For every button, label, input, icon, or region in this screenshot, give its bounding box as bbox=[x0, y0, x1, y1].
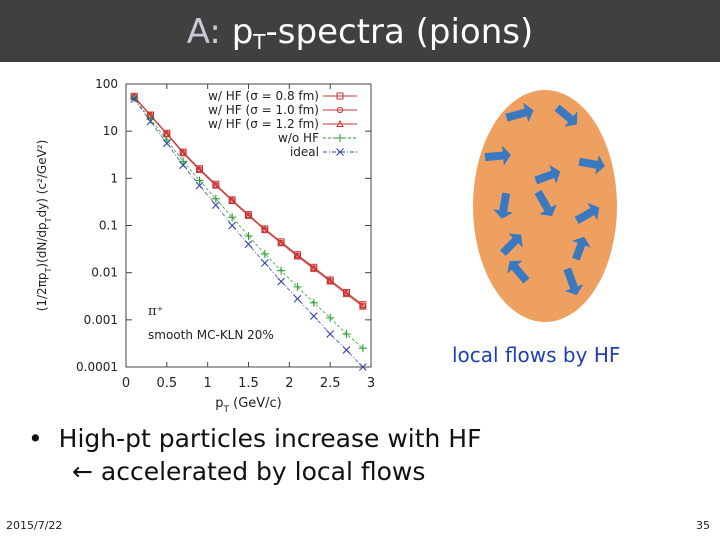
footer-date: 2015/7/22 bbox=[6, 519, 63, 532]
legend-entry-label: w/ HF (σ = 1.2 fm) bbox=[208, 117, 319, 131]
left-arrow-icon: ← bbox=[72, 457, 93, 486]
data-point-cross bbox=[327, 331, 334, 338]
bullet-item-2 bbox=[72, 457, 481, 486]
x-tick-label: 2 bbox=[285, 376, 294, 391]
y-tick-label: 0.01 bbox=[91, 265, 118, 280]
data-point-cross bbox=[212, 202, 219, 209]
y-tick-label: 0.1 bbox=[98, 218, 118, 233]
y-tick-label: 100 bbox=[95, 77, 118, 91]
legend-entry-label: w/ HF (σ = 1.0 fm) bbox=[208, 103, 319, 117]
data-point-cross bbox=[294, 295, 301, 302]
data-point-cross bbox=[278, 278, 285, 285]
y-tick-label: 10 bbox=[102, 124, 118, 139]
flow-label: local flows by HF bbox=[452, 343, 621, 367]
x-tick-label: 2.5 bbox=[319, 376, 341, 391]
legend-marker bbox=[336, 134, 344, 142]
data-point-cross bbox=[310, 313, 317, 320]
title-subscript: T bbox=[253, 30, 266, 54]
title-prefix: A: bbox=[186, 12, 221, 52]
x-tick-label: 3 bbox=[366, 376, 376, 391]
local-flow-diagram bbox=[470, 86, 620, 326]
y-axis-label: $(1/2\pi p_T)(dN/dp_Tdy)$ (c²/GeV²) bbox=[35, 139, 53, 312]
x-tick-label: 0.5 bbox=[156, 376, 178, 391]
annotation-model: smooth MC-KLN 20% bbox=[148, 328, 274, 342]
data-point-plus bbox=[179, 157, 187, 165]
data-point-cross bbox=[229, 222, 236, 229]
y-tick-label: 0.001 bbox=[83, 312, 118, 327]
x-tick-label: 1.5 bbox=[238, 376, 259, 391]
y-tick-label: 1 bbox=[110, 171, 118, 186]
bullet-list bbox=[28, 424, 481, 486]
legend-entry-label: w/o HF bbox=[278, 131, 319, 145]
y-tick-label: 0.0001 bbox=[76, 360, 118, 374]
legend-entry-label: ideal bbox=[289, 145, 319, 159]
x-tick-label: 0 bbox=[121, 376, 131, 391]
title-p: p bbox=[231, 12, 254, 52]
annotation-particle: π⁺ bbox=[148, 304, 164, 319]
data-point-cross bbox=[261, 260, 268, 267]
pt-spectra-chart bbox=[28, 66, 388, 416]
bullet-item-1: • High-pt particles increase with HF bbox=[28, 424, 482, 453]
data-point-cross bbox=[343, 346, 350, 353]
title-rest: -spectra (pions) bbox=[265, 12, 534, 52]
page-number: 35 bbox=[696, 519, 710, 532]
bullet-text-1: High-pt particles increase with HF bbox=[58, 424, 482, 453]
slide-title bbox=[0, 12, 720, 54]
bullet-text-2: accelerated by local flows bbox=[100, 457, 426, 486]
x-tick-label: 1 bbox=[203, 376, 212, 391]
x-axis-label: $p_T$ (GeV/c) bbox=[215, 396, 282, 415]
legend-entry-label: w/ HF (σ = 0.8 fm) bbox=[208, 89, 319, 103]
data-point-cross bbox=[245, 241, 252, 248]
